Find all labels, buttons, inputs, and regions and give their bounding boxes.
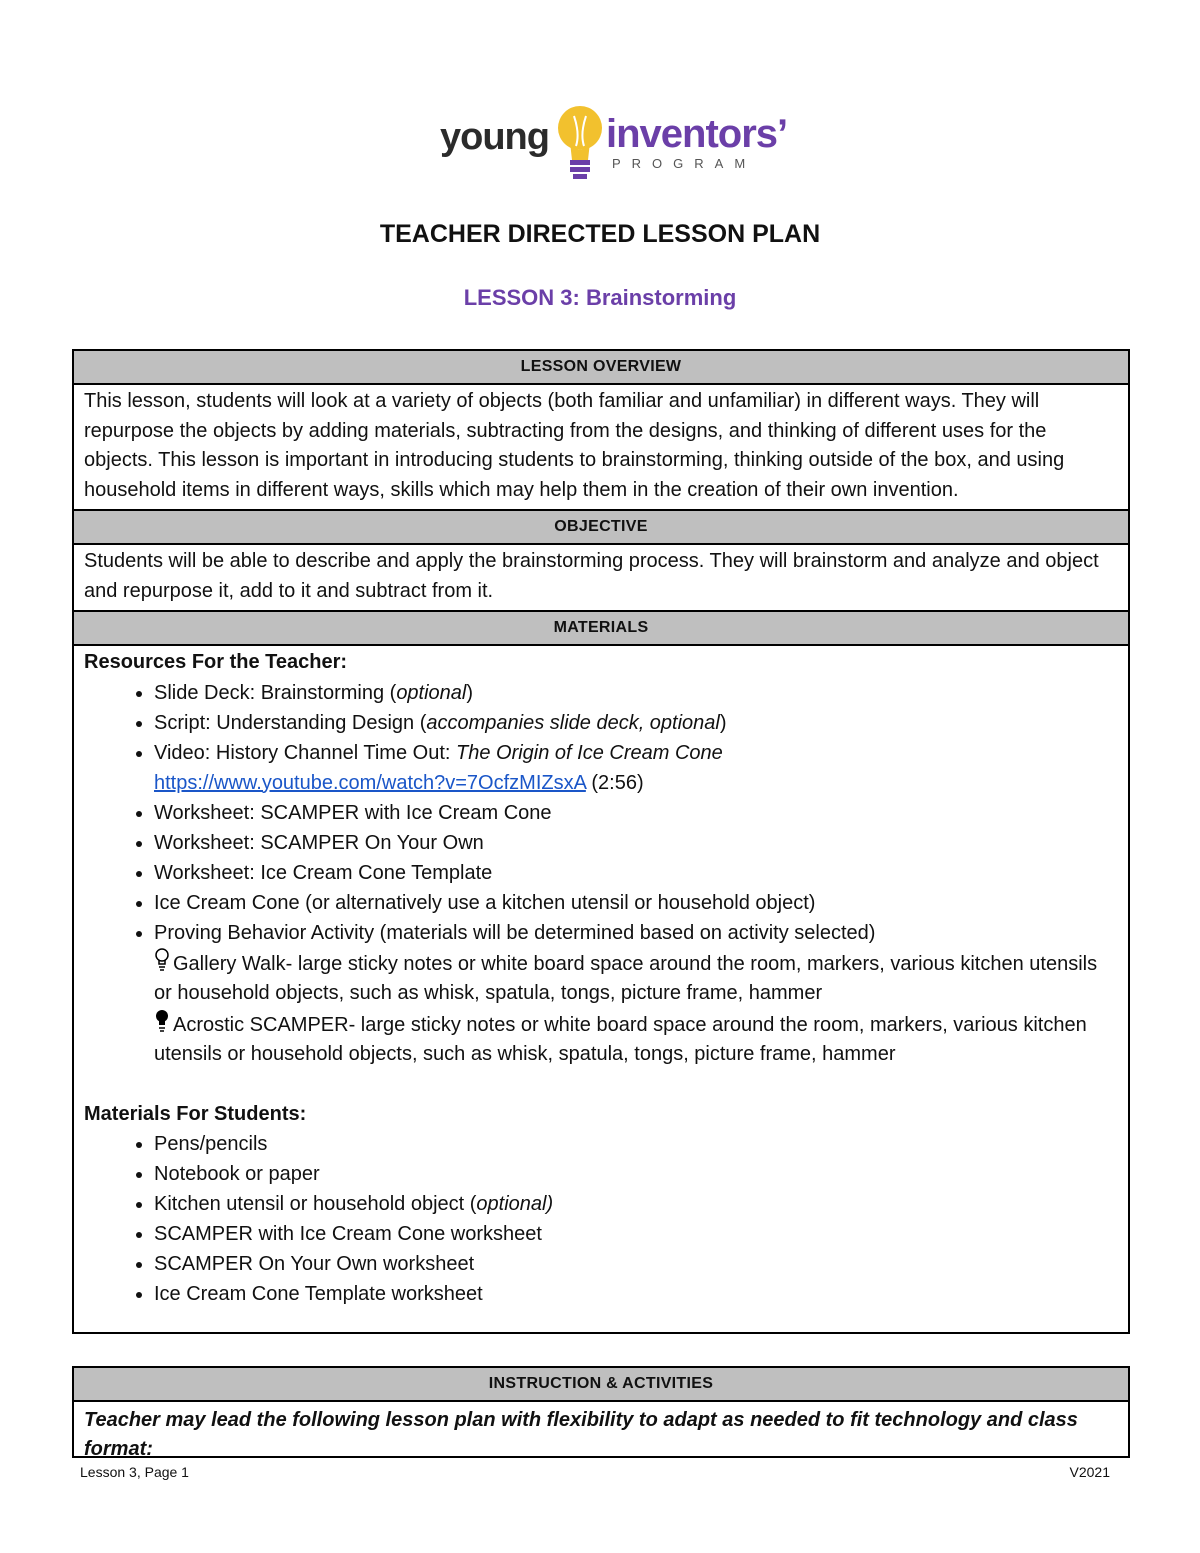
list-item: • Slide Deck: Brainstorming (optional) <box>154 678 1118 708</box>
lightbulb-logo-icon <box>552 98 608 184</box>
instruction-header: INSTRUCTION & ACTIVITIES <box>74 1368 1128 1402</box>
student-materials-list <box>84 1129 1118 1309</box>
list-item: • Pens/pencils <box>154 1129 1118 1159</box>
list-item: • SCAMPER with Ice Cream Cone worksheet <box>154 1219 1118 1249</box>
list-item: • Proving Behavior Activity (materials will be determined based on activity selected) <box>154 918 1118 948</box>
list-item: • Notebook or paper <box>154 1159 1118 1189</box>
list-item: • Worksheet: Ice Cream Cone Template <box>154 858 1118 888</box>
list-item: • SCAMPER On Your Own worksheet <box>154 1249 1118 1279</box>
materials-header: MATERIALS <box>74 610 1128 646</box>
instruction-table <box>72 1366 1130 1458</box>
overview-header: LESSON OVERVIEW <box>74 351 1128 385</box>
page-title: TEACHER DIRECTED LESSON PLAN <box>379 220 821 248</box>
list-item: • Ice Cream Cone (or alternatively use a kitchen utensil or household object) <box>154 888 1118 918</box>
list-item: • Kitchen utensil or household object (optional) <box>154 1189 1118 1219</box>
list-item: • Script: Understanding Design (accompanies slide deck, optional) <box>154 708 1118 738</box>
page-footer-left: Lesson 3, Page 1 <box>80 1464 189 1480</box>
activity-option-acrostic-scamper: Acrostic SCAMPER- large sticky notes or white board space around the room, markers, various kitchen utensils or household objects, such as whisk, spatula, tongs, picture frame, hammer <box>84 1009 1118 1070</box>
instruction-text: Teacher may lead the following lesson plan with flexibility to adapt as needed to fit technology and class format: <box>84 1409 1078 1460</box>
video-link[interactable]: https://www.youtube.com/watch?v=7OcfzMIZsxA <box>154 771 586 794</box>
page-footer-version: V2021 <box>1069 1464 1110 1480</box>
logo-program-text: PROGRAM <box>612 156 757 171</box>
student-materials-heading: Materials For Students: <box>84 1102 307 1125</box>
lightbulb-filled-icon <box>154 1009 170 1033</box>
overview-text: This lesson, students will look at a variety of objects (both familiar and unfamiliar) in different ways. They will repurpose the objects by adding materials, subtracting from the designs, and thinking of different uses for the objects. This lesson is important in introducing students to brainstorming, thinking outside of the box, and using household items in different ways, skills which may help them in the creation of their own invention. <box>84 390 1065 501</box>
teacher-resources-list <box>84 678 1118 948</box>
program-logo <box>440 98 788 184</box>
lesson-subtitle: LESSON 3: Brainstorming <box>463 285 737 310</box>
activity-option-gallery-walk: Gallery Walk- large sticky notes or white board space around the room, markers, various kitchen utensils or household objects, such as whisk, spatula, tongs, picture frame, hammer <box>84 948 1118 1009</box>
list-item: • Video: History Channel Time Out: The Origin of Ice Cream Cone https://www.youtube.com/watch?v=7OcfzMIZsxA (2:56) <box>154 738 1118 798</box>
lesson-plan-table <box>72 349 1130 1334</box>
objective-text: Students will be able to describe and apply the brainstorming process. They will brainstorm and analyze and object and repurpose it, add to it and subtract from it. <box>84 550 1099 602</box>
materials-cell <box>74 646 1128 1313</box>
logo-young-text: young <box>440 116 549 158</box>
list-item: • Ice Cream Cone Template worksheet <box>154 1279 1118 1309</box>
list-item: • Worksheet: SCAMPER On Your Own <box>154 828 1118 858</box>
teacher-resources-heading: Resources For the Teacher: <box>84 651 348 673</box>
logo-inventors-text: inventors’ <box>606 112 788 156</box>
objective-header: OBJECTIVE <box>74 509 1128 545</box>
list-item: • Worksheet: SCAMPER with Ice Cream Cone <box>154 798 1118 828</box>
lightbulb-outline-icon <box>154 948 170 972</box>
